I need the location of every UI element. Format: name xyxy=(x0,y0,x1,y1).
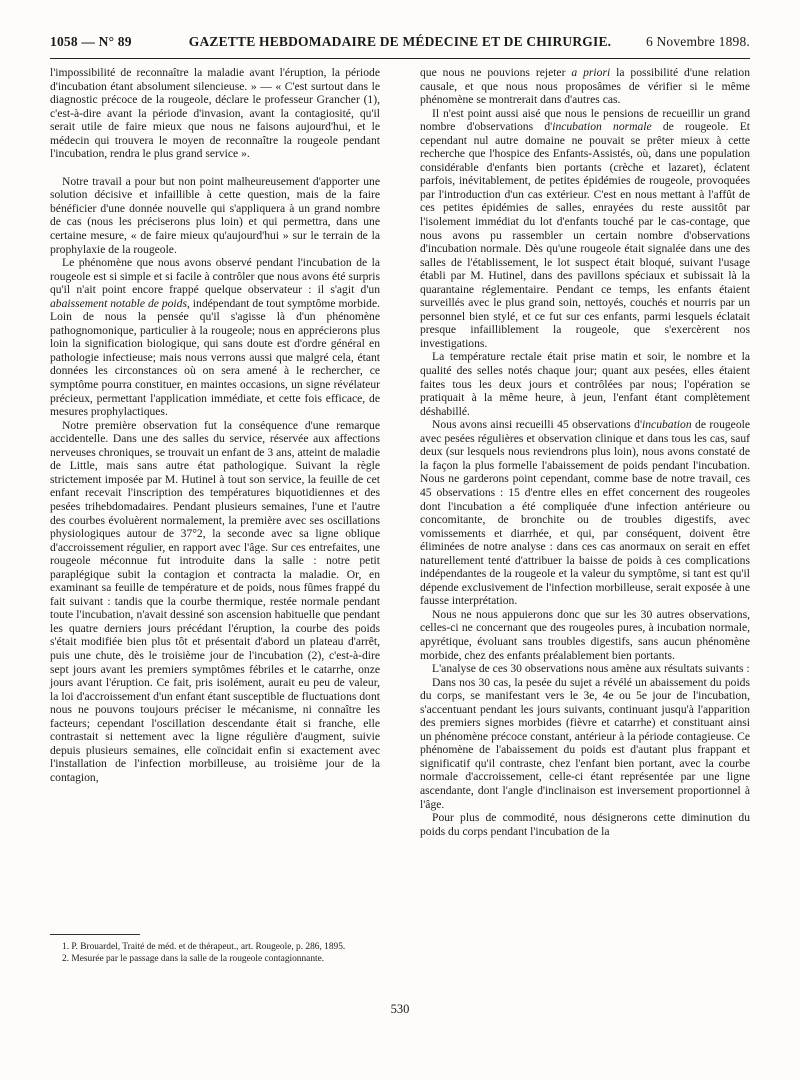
footnotes xyxy=(50,942,380,965)
text-run: Il n'est point aussi aisé que nous le pensions de recueillir un grand nombre d'observations d' xyxy=(420,106,750,134)
emphasis: abaissement notable de poids xyxy=(50,296,187,310)
header-rule xyxy=(50,58,750,59)
paragraph-continued-quote: l'impossibilité de reconnaître la maladie avant l'éruption, la période d'incubation étant absolument silencieuse. » — « C'est surtout dans le diagnostic précoce de la rougeole, déclare le professeur Grancher (1), c'est-à-dire avant la période d'invasion, avant la contagiosité, qu'il serait utile de faire mieux que nous ne faisons aujourd'hui, et le médecin qui trouvera le moyen de reconnaître la rougeole pendant l'incubation, rendra le plus grand service ». xyxy=(50,66,380,161)
text-run: Nous avons ainsi recueilli 45 observations d' xyxy=(432,418,643,432)
issue-date: 6 Novembre 1898. xyxy=(645,34,750,49)
page-number: 530 xyxy=(390,1002,410,1016)
paragraph: La température rectale était prise matin et soir, le nombre et la qualité des selles notés chaque jour; quant aux pesées, elles étaient faites tous les deux jours et contrôlées par nous; l'opération se pratiquait à la même heure, à jeun, l'enfant étant complètement déshabillé. xyxy=(420,350,750,418)
emphasis: incubation xyxy=(642,418,692,432)
running-header xyxy=(50,34,750,54)
paragraph: Notre travail a pour but non point malheureusement d'apporter une solution décisive et infaillible à cette question, mais de la faire bénéficier d'une donnée nouvelle qui s'appliquera à un grand nombre de cas (nous les préciserons plus loin) et qui permettra, dans une certaine mesure, « de faire mieux qu'aujourd'hui » sur le terrain de la prophylaxie de la rougeole. xyxy=(50,174,380,256)
page-issue-number: 1058 — N° 89 xyxy=(50,34,132,49)
paragraph: Pour plus de commodité, nous désignerons cette diminution du poids du corps pendant l'incubation de la xyxy=(420,811,750,838)
footnote: 1. P. Brouardel, Traité de méd. et de thérapeut., art. Rougeole, p. 286, 1895. xyxy=(62,942,346,952)
paragraph xyxy=(50,256,380,419)
right-column xyxy=(420,66,750,838)
paragraph: Nous ne nous appuierons donc que sur les 30 autres observations, celles-ci ne concernant que des rougeoles pures, à incubation normale, apyrétique, évoluant sans troubles digestifs, sans aucun phénomène morbide, chez des enfants préalablement bien portants. xyxy=(420,607,750,662)
paragraph-result: Dans nos 30 cas, la pesée du sujet a révélé un abaissement du poids du corps, se manifestant vers le 3e, 4e ou 5e jour de l'incubation, s'accentuant pendant les jours suivants, continuant jusqu'à l'apparition des premiers signes morbides (fièvre et catarrhe) et constituant ainsi un phénomène précoce constant, antérieur à la période contagieuse. Ce phénomène de l'abaissement du poids est d'autant plus frappant et significatif qu'il contraste, chez l'enfant bien portant, avec la courbe normale d'accroissement, celle-ci étant représentée par une ligne ascendante, dont l'angle d'inclinaison est inversement proportionnel à l'âge. xyxy=(420,675,750,811)
text-run: la possibilité d'une relation causale, et que nous nous proposâmes de vérifier si le même phénomène se montrerait dans d'autres cas. xyxy=(420,66,750,107)
footnote: 2. Mesurée par le passage dans la salle de la rougeole contagionnante. xyxy=(62,953,325,964)
emphasis: a priori xyxy=(571,66,611,79)
emphasis: incubation normale xyxy=(552,120,652,134)
paragraph-continued xyxy=(420,66,750,107)
text-run: de rougeole. Et cependant nul autre domaine ne pouvait se prêter mieux à cette recherche que l'hospice des Enfants-Assistés, où, dans une population considérable d'enfants bien portants (crèche et lazaret), éclatent parfois, inévitablement, de petites épidémies de rougeole, provoquées par l'introduction d'un cas extérieur. C'est en nous mettant à l'affût de ces petites épidémies de salles, enrayées du reste aussitôt par l'isolement immédiat du lot d'enfants touché par le cas-contage, que nous avons pu rassembler un certain nombre d'observations d'incubation normale. Dès qu'une rougeole était signalée dans une des salles de l'établissement, le lot suspect était bloqué, suivant l'usage établi par M. Hutinel, dans des pavillons spéciaux et subissait là la quarantaine réglementaire. Pendant ce temps, les enfants étaient surveillés avec le plus grand soin, nettoyés, couchés et nourris par un personnel bien stylé, et ce fut sur ces enfants, parmi lesquels éclatait presque infailliblement la rougeole, que s'exercèrent nos investigations. xyxy=(420,120,751,350)
paragraph xyxy=(420,418,750,608)
paragraph: Notre première observation fut la conséquence d'une remarque accidentelle. Dans une des salles du service, réservée aux affections nerveuses chroniques, se trouvait un enfant de 3 ans, atteint de maladie de Little, mais sans autre état pathologique. Suivant la règle strictement imposée par M. Hutinel à tout son service, la feuille de cet enfant recevait l'inscription des températures biquotidiennes et des pesées trihebdomadaires. Pendant plusieurs semaines, l'une et l'autre des courbes évoluèrent normalement, la première avec ses oscillations physiologiques autour de 37°2, la seconde avec sa ligne oblique d'accroissement régulier, en rapport avec l'âge. Sur ces entrefaites, une rougeole méconnue fut introduite dans la salle : notre petit paraplégique subit la contagion et contracta la maladie. Or, en examinant sa feuille de température et de poids, nous fûmes frappé du fait suivant : tandis que la courbe thermique, restée normale pendant toute l'incubation, n'avait dessiné son ascension habituelle que pendant les quatre derniers jours précédant l'éruption, la courbe des poids s'était modifiée bien plus tôt et présentait d'abord un plateau d'arrêt, puis une chute, dès le troisième jour de l'incubation (2), c'est-à-dire sept jours avant les premiers symptômes fébriles et le catarrhe, onze jours avant l'éruption. Ce fait, pris isolément, aurait eu peu de valeur, la loi d'accroissement d'un enfant étant susceptible de fluctuations dont nous ne pouvons toujours préciser le mécanisme, ni connaître les facteurs; cependant l'oscillation descendante était si franche, elle contrastait si nettement avec la ligne régulière d'augment, suivie depuis plusieurs semaines, elle coïncidait enfin si exactement avec l'installation de l'infection morbilleuse, au troisième jour de la contagion, xyxy=(50,418,380,784)
text-run: Le phénomène que nous avons observé pendant l'incubation de la rougeole est si simple et si facile à contrôler que nous avons été surpris qu'il n'ait point encore frappé quelque observateur : il s'agit d'un xyxy=(50,256,380,297)
paragraph xyxy=(420,107,750,351)
paragraph: L'analyse de ces 30 observations nous amène aux résultats suivants : xyxy=(432,662,750,676)
text-run: , indépendant de tout symptôme morbide. Loin de nous la pensée qu'il s'agisse là d'un phénomène pathognomonique, particulier à la rougeole; nous en apprécierons plus loin la signification biologique, qui sans doute est d'ordre général en pathologie infectieuse; mais nous verrons aussi que malgré cela, étant données les circonstances où on sera amené à le rechercher, ce symptôme pourra constituer, en maintes occasions, un signe révélateur précieux, permettant l'application immédiate, et cette fois efficace, de mesures prophylactiques. xyxy=(50,296,381,419)
text-run: que nous ne pouvions rejeter xyxy=(420,66,566,79)
text-run: de rougeole avec pesées régulières et observation clinique et dans tous les cas, sauf deux (sur lesquels nous reviendrons plus loin), nous avons constaté de la façon la plus formelle l'abaissement de poids pendant l'incubation. Nous ne garderons point cependant, comme base de notre travail, ces 45 observations : 15 d'entre elles en effet concernent des rougeoles dont l'incubation a été compliquée d'une infection antérieure ou concomitante, de bronchite ou de troubles digestifs, avec vomissements et diarrhée, et qui, par conséquent, doivent être éliminées de notre analyse : dans ces cas anormaux on serait en effet naturellement tenté d'attribuer la baisse de poids à ces complications indépendantes de la rougeole et la valeur du symptôme, si tant est qu'il dépende exclusivement de l'infection morbilleuse, serait exposée à une fausse interprétation. xyxy=(420,418,750,608)
left-column xyxy=(50,66,380,784)
footnote-rule xyxy=(50,934,140,935)
journal-title: GAZETTE HEBDOMADAIRE DE MÉDECINE ET DE CHIRURGIE. xyxy=(188,34,612,49)
